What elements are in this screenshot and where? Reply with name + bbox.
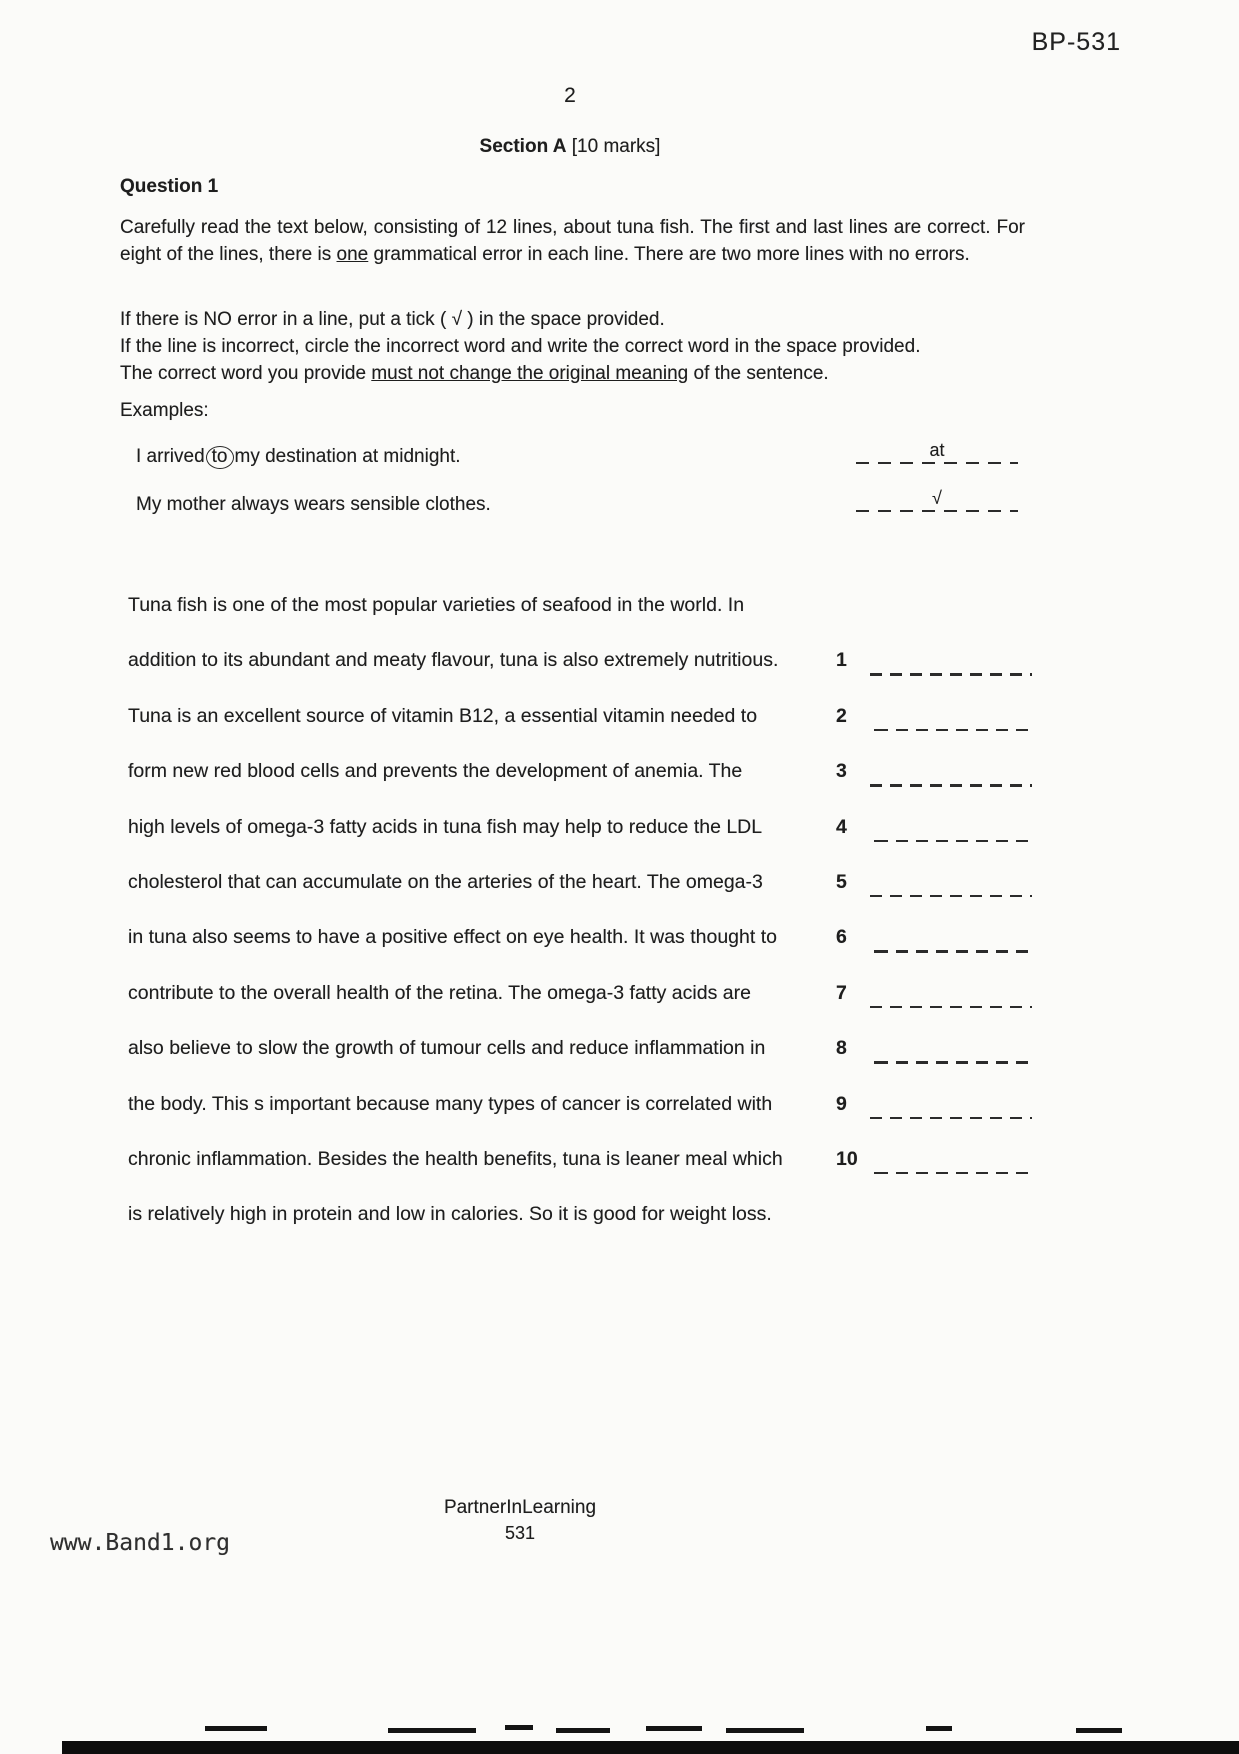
scan-artifact — [926, 1726, 952, 1731]
passage-line — [128, 635, 1188, 690]
passage-line — [128, 691, 1188, 746]
footer-page-code: 531 — [504, 1523, 536, 1543]
scan-artifact — [646, 1726, 702, 1731]
answer-blank-line — [870, 950, 1032, 952]
passage-line — [128, 802, 1188, 857]
line-number: 9 — [836, 1092, 847, 1115]
section-heading — [0, 136, 1140, 158]
example-sentence-1 — [136, 446, 461, 469]
instruction-rule-3 — [120, 360, 1040, 387]
scan-artifact — [726, 1728, 804, 1733]
scan-artifact — [1076, 1728, 1122, 1733]
doc-code: BP-531 — [1031, 28, 1121, 56]
line-number: 5 — [836, 870, 847, 893]
watermark-url: www.Band1.org — [50, 1530, 231, 1556]
answer-blank-line — [870, 784, 1032, 786]
page-number: 2 — [564, 84, 576, 107]
passage-line-text: also believe to slow the growth of tumour cells and reduce inflammation in — [128, 1037, 766, 1060]
line-number: 2 — [836, 704, 847, 727]
line-number: 7 — [836, 981, 847, 1004]
answer-blank-line — [870, 895, 1032, 897]
line-number: 10 — [836, 1147, 858, 1170]
line-number: 3 — [836, 760, 847, 783]
passage-line — [128, 580, 1188, 635]
passage-line-text: Tuna fish is one of the most popular varieties of seafood in the world. In — [128, 594, 745, 616]
line-number: 1 — [836, 649, 847, 672]
example-sentence-2 — [136, 494, 491, 516]
line-number: 4 — [836, 815, 847, 838]
passage-text — [128, 580, 1188, 1245]
section-marks: [10 marks] — [566, 136, 661, 157]
passage-line-text: form new red blood cells and prevents the development of anemia. The — [128, 760, 743, 783]
passage-line-text: is relatively high in protein and low in calories. So it is good for weight loss. — [128, 1203, 772, 1226]
question-intro — [120, 214, 1025, 268]
dashed-line — [856, 510, 1018, 512]
passage-line-text: Tuna is an excellent source of vitamin B12, a essential vitamin needed to — [128, 704, 758, 727]
rule3-text-a: The correct word you provide — [120, 363, 372, 384]
question-label: Question 1 — [120, 176, 219, 197]
passage-line — [128, 912, 1188, 967]
example-1-pre: I arrived — [136, 446, 205, 467]
passage-line — [128, 968, 1188, 1023]
answer-blank-line — [870, 729, 1032, 731]
scan-artifact — [505, 1725, 533, 1730]
passage-line-text: high levels of omega-3 fatty acids in tuna fish may help to reduce the LDL — [128, 815, 763, 838]
answer-blank-line — [870, 1172, 1032, 1174]
instruction-rule-2: If the line is incorrect, circle the incorrect word and write the correct word in the space provided. — [120, 336, 921, 357]
instructions — [120, 306, 1040, 387]
passage-line — [128, 1189, 1188, 1244]
answer-blank-line — [870, 1117, 1032, 1119]
rule3-emphasis: must not change the original meaning — [371, 363, 689, 384]
passage-line-text: in tuna also seems to have a positive effect on eye health. It was thought to — [128, 926, 777, 949]
answer-blank-line — [870, 673, 1032, 675]
footer-brand: PartnerInLearning — [443, 1497, 597, 1518]
example-1-answer-blank — [856, 438, 1018, 464]
answer-blank-line — [870, 1006, 1032, 1008]
scan-artifact — [556, 1728, 610, 1733]
line-number: 8 — [836, 1037, 847, 1060]
passage-line — [128, 1023, 1188, 1078]
passage-line-text: the body. This s important because many types of cancer is correlated with — [128, 1092, 773, 1115]
scan-edge-bar — [62, 1741, 1239, 1754]
passage-line-text: chronic inflammation. Besides the health benefits, tuna is leaner meal which — [128, 1147, 783, 1170]
passage-line-text: cholesterol that can accumulate on the arteries of the heart. The omega-3 — [128, 870, 763, 893]
example-1-answer: at — [929, 440, 945, 460]
scan-artifact — [388, 1728, 476, 1733]
intro-text-a: Carefully read the text below, consisting of 12 lines, about tuna fish. The first and last lines are correct. For eight of the lines, there is — [120, 217, 1025, 265]
examples-label: Examples: — [120, 400, 209, 421]
instruction-rule-1: If there is NO error in a line, put a tick ( √ ) in the space provided. — [120, 309, 665, 330]
passage-line-text: addition to its abundant and meaty flavour, tuna is also extremely nutritious. — [128, 649, 779, 672]
scan-artifact — [205, 1726, 267, 1731]
example-1-circled-word: to — [206, 446, 234, 469]
example-2-answer: √ — [932, 488, 942, 508]
passage-line — [128, 1134, 1188, 1189]
intro-text-b: grammatical error in each line. There are two more lines with no errors. — [368, 244, 970, 265]
passage-line — [128, 746, 1188, 801]
passage-line-text: contribute to the overall health of the retina. The omega-3 fatty acids are — [128, 981, 751, 1004]
intro-emphasis-one: one — [336, 244, 369, 265]
answer-blank-line — [870, 840, 1032, 842]
line-number: 6 — [836, 926, 847, 949]
dashed-line — [856, 462, 1018, 464]
example-1-post: my destination at midnight. — [234, 446, 461, 467]
section-title: Section A — [479, 136, 567, 157]
passage-line — [128, 857, 1188, 912]
example-2-answer-blank — [856, 486, 1018, 512]
example-2-text: My mother always wears sensible clothes. — [136, 494, 491, 515]
rule3-text-b: of the sentence. — [688, 363, 829, 384]
answer-blank-line — [870, 1061, 1032, 1063]
passage-line — [128, 1079, 1188, 1134]
